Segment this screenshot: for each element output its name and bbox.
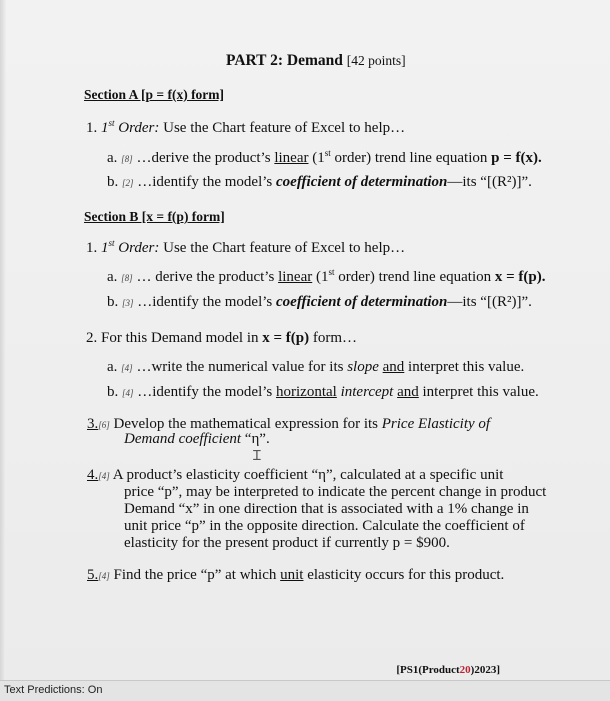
text-predictions-status[interactable]: Text Predictions: On	[4, 684, 103, 696]
order-label: 1st Order:	[101, 118, 160, 136]
title-text: PART 2: Demand	[226, 52, 343, 69]
q-text: Use the Chart feature of Excel to help…	[159, 120, 406, 136]
section-a-1b: b. [2] …identify the model’s coefficient of determination—its “[(R²)]”.	[107, 174, 532, 190]
points-tag: [4]	[98, 571, 110, 581]
section-a-q1	[86, 120, 405, 137]
section-b-heading: Section B [x = f(p) form]	[84, 209, 225, 224]
points-tag: [4]	[98, 471, 110, 481]
document-footer: [PS1(Product20)2023]	[396, 664, 500, 676]
page-edge-shadow	[0, 0, 6, 680]
section-a-heading: Section A [p = f(x) form]	[84, 87, 225, 102]
section-b-q3-line2: Demand coefficient “η”.	[124, 431, 270, 447]
section-b-2b: b. [4] …identify the model’s horizontal intercept and interpret this value.	[107, 384, 539, 400]
points-tag: [4]	[121, 363, 133, 373]
section-b-1b: b. [3] …identify the model’s coefficient of determination—its “[(R²)]”.	[107, 294, 532, 310]
points-tag: [4]	[122, 388, 134, 398]
points-tag: [3]	[122, 298, 134, 308]
points-tag: [8]	[121, 273, 133, 283]
section-b-q3-line1: 3.[6] Develop the mathematical expression for its Price Elasticity of	[87, 416, 491, 432]
points-tag: [6]	[98, 420, 110, 430]
section-b-1a: a. [8] … derive the product’s linear (1st order) trend line equation x = f(p).	[107, 267, 546, 285]
section-b-q4-line2: price “p”, may be interpreted to indicate the percent change in product	[124, 484, 547, 500]
q-number: 1.	[86, 120, 98, 136]
section-b-q2: 2. For this Demand model in x = f(p) form…	[86, 330, 358, 346]
section-b-2a: a. [4] …write the numerical value for its slope and interpret this value.	[107, 359, 525, 375]
status-bar	[0, 680, 610, 701]
section-b-q4-line3: Demand “x” in one direction that is associated with a 1% change in	[124, 501, 529, 517]
page-title	[226, 52, 406, 69]
section-b-q4-line5: elasticity for the present product if currently p = $900.	[124, 535, 450, 551]
title-points: [42 points]	[346, 53, 406, 68]
points-tag: [2]	[122, 178, 134, 188]
section-b-q5: 5.[4] Find the price “p” at which unit elasticity occurs for this product.	[87, 567, 505, 583]
section-b-q4-line1: 4.[4] A product’s elasticity coefficient “η”, calculated at a specific unit	[87, 467, 504, 483]
points-tag: [8]	[121, 154, 133, 164]
section-b-q4-line4: unit price “p” in the opposite direction. Calculate the coefficient of	[124, 518, 525, 534]
text-cursor-icon: Ɪ	[253, 448, 261, 464]
section-a-1a: a. [8] …derive the product’s linear (1st order) trend line equation p = f(x).	[107, 148, 542, 166]
section-b-q1: 1. 1st Order: Use the Chart feature of Excel to help…	[86, 238, 406, 256]
